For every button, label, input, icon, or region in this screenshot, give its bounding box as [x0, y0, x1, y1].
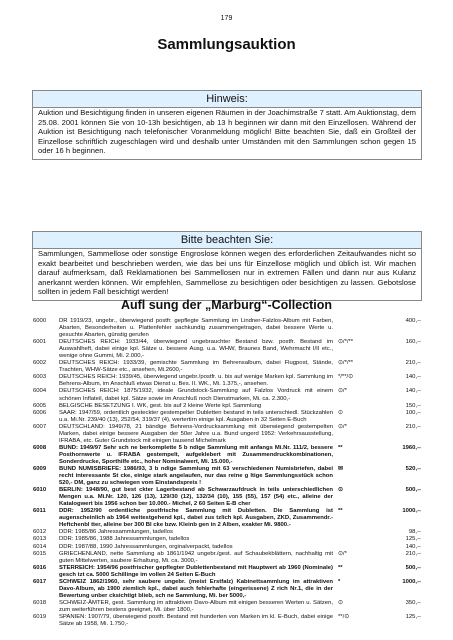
lot-condition: */**/⊙ — [338, 374, 354, 381]
lot-number: 6017 — [33, 578, 47, 585]
lot-number: 6016 — [33, 564, 47, 571]
lot-row — [33, 529, 421, 536]
lot-description: DEUTSCHES REICH: 1939/45, überwiegend ungebr./postfr. u. bis auf wenige Marken kpl. Sammlung im Behrens-Album, im Anschluß etwas Dienst u. Bes. II. WK., Mi. 1.375,-, ansehen. — [59, 374, 333, 388]
lot-condition: * — [338, 578, 341, 585]
lot-number: 6018 — [33, 599, 47, 606]
lot-price: 125,-- — [405, 536, 421, 543]
lot-number: 6008 — [33, 444, 47, 451]
lot-number: 6000 — [33, 318, 47, 324]
lot-description: STERREICH: 1954/96 postfrischer gepflegter Dublettenbestand mit Hauptwert ab 1960 (Nominale) gesch tzt ca. 5000 Schillinge im vollen 24 Seiten E-Buch — [59, 564, 333, 578]
lot-description: SPANIEN: 1907/79, überwiegend postfr. Bestand mit hunderten von Marken im kl. E-Buch, dabei einige Sätze ab 1958, Mi. 1.750,- — [59, 613, 333, 628]
lot-price: 210,-- — [405, 550, 421, 557]
lot-row — [33, 600, 421, 614]
lot-row — [33, 579, 421, 600]
lot-description: DDR: 1952/90 ordentliche postfrische Sammlung mit Dubletten. Die Sammlung ist augenscheinlich ab 1964 weitestgehend kpl., dabei zus tzlich kpl. Ausgaben, ZKD, Zusammendr.- Heftchenbl tter, alleine ber 300 Bl cke bzw. Kleinb gen in 2 Alben, exakter Mi. 9800.- — [59, 508, 333, 529]
lot-row — [33, 544, 421, 551]
lot-description: DR 1919/23, ungebr., überwiegend postfr. gepflegte Sammlung im Lindner-Falzlos-Album mit Farben, Abarten, Besonderheiten u. Plattenfehler sachkundig zusammengetragen, dabei bessere Werte u. gesuchte Abarten, günstig gerufen — [59, 318, 333, 339]
lot-number: 6019 — [33, 613, 47, 620]
lot-condition: ⊙/* — [338, 388, 347, 395]
lot-price: 140,-- — [405, 543, 421, 550]
lot-description: DEUTSCHLAND: 1949/78, 21 bändige Behrens-Vordrucksammlung mit überwiegend gestempelten Marken, dabei einige bessere Ausgaben der 50er Jahre u.a. Bund ungerd 1952: Verkehrsausstellung, IFRABA, etc. Guter Grundstock mit einigen tausend Michelmark — [59, 423, 333, 444]
lot-price: 350,-- — [405, 599, 421, 606]
lot-price: 210,-- — [405, 423, 421, 430]
lot-price: 140,-- — [405, 374, 421, 381]
notice-box — [32, 90, 422, 160]
lot-number: 6013 — [33, 536, 47, 543]
lot-description: SCHWEIZ-ÄMTER, gest. Sammlung im attraktiven Davo-Album mit einigen besseren Werten u. Sätzen, zum weiterführen bestens geeignet, Mi. über 1800,- — [59, 599, 333, 613]
lot-row — [33, 565, 421, 579]
lot-price: 100,-- — [405, 409, 421, 416]
lot-description: GRIECHENLAND, nette Sammlung ab 1861/1942 ungebr./gest. auf Schaubekblättern, nachhaltig mit guten Mittelwerten, saubere Erhaltung, Mi. ca. 3000,- — [59, 550, 333, 564]
attention-text: Sammlungen, Sammellose oder sonstige Engroslose können wegen des erforderlichen Zeitaufwandes nicht so exakt bearbeitet und beschrieben werden, wie das bei uns für Einzellose möglich und üblich ist. Wir machen darauf aufmerksam, daß Reklamationen bei Sammellosen nur in extremen Fällen und dann nur aus Kulanz anerkannt werden können. Wir empfehlen, Sammellose zu besichtigen oder besichtigen zu lassen. Gebotslose sollten in jedem Fall besichtigt werden! — [38, 249, 416, 297]
lot-condition: ** — [338, 508, 343, 515]
lot-price: 1960,-- — [402, 444, 421, 451]
lot-price: 98,-- — [408, 529, 421, 536]
lot-description: BERLIN: 1948/90, gut best ckter Lagerbestand ab Schwarzaufdruck in teils unterschiedlichen Mengen u.a. Mi.Nr. 120, 126 (13), 129/30 (12), 132/34 (10), 155 (55), 157 (54) etc., alleine der Katalogwert bis 1956 schon ber 10.000.- Michel, 2 60 Seiten E-B cher — [59, 487, 333, 508]
lot-number: 6002 — [33, 360, 47, 367]
notice-heading: Hinweis: — [33, 91, 421, 108]
lot-condition: ⊙/*/** — [338, 339, 354, 346]
lot-description: BELGISCHE BESETZUNG I. WK, gest. bis auf 2 kleine Werte kpl. Sammlung — [59, 402, 262, 409]
collection-title: Aufl sung der „Marburg“-Collection — [120, 298, 333, 312]
lot-price: 500,-- — [405, 487, 421, 494]
lot-number: 6014 — [33, 543, 47, 550]
lot-row — [33, 551, 421, 565]
lot-row — [33, 339, 421, 360]
lot-number: 6012 — [33, 529, 47, 536]
lot-description: BUND: 1949/97 Sehr sch ne berkomplette 5 b ndige Sammlung mit anfangs Mi.Nr. 111/2, bessere Posthornwerte u. IFRABA gestempelt, aufgeklebert mit Zusammendruckkombinationen, Sonderdrucke, Sporthilfe etc., hoher Nominalwert, Mi. 15.000,- — [59, 444, 333, 465]
lot-row — [33, 424, 421, 445]
lot-description: DDR: 1987/88, 1990 Jahressammlungen, orginalverpackt, tadellos — [59, 543, 233, 550]
lot-row — [33, 508, 421, 529]
lot-row — [33, 388, 421, 402]
lot-description: BUND NUMISBRIEFE: 1986/93, 3 b ndige Sammlung mit 63 verschiedenen Numisbriefen, dabei recht interessante St cke, einige stark angelaufen, nur das reine g ltige Sammlungsstück schon 520,- DM, ganz zu schwiegen vom Einstandspreis ! — [59, 465, 333, 487]
lot-price: 160,-- — [405, 339, 421, 346]
lot-condition: ⊙ — [338, 409, 343, 416]
lot-price: 150,-- — [405, 402, 421, 409]
lot-row — [33, 403, 421, 410]
lot-number: 6010 — [33, 487, 47, 494]
lot-condition: ⊙ — [338, 487, 343, 494]
lot-description: DEUTSCHES REICH: 1875/1932, ideale Grundstock-Sammlung auf Falzlos Vordruck mit einem schönen Inflateil, dabei kpl. Sätze sowie im Anschluß noch Dienstmarken, Mi. ca. 2.300,- — [59, 388, 333, 402]
lot-price: 210,-- — [405, 360, 421, 367]
lot-description: DEUTSCHES REICH: 1933/44, überwiegend ungebrauchter Bestand bzw. postfr. Bestand im Auswahlheft, dabei einige kpl. Sätze u. bessere Ausg. u.a. WHW, Braunes Band, Wehrmacht I/II etc., wenige ohne Gummi, Mi. 2.000,- — [59, 339, 333, 360]
lot-row — [33, 410, 421, 424]
lot-condition: ** — [338, 444, 343, 451]
lot-condition: ⊙/*/** — [338, 360, 354, 367]
lot-row — [33, 536, 421, 543]
lot-description: SCHWEIZ 1862/1960, sehr saubere ungebr. (meist Erstfalz) Kabinettsammlung im attraktiven Davo-Album, ab 1900 ziemlich kpl., dabei auch fehlerhafte (eingerissene) Z rich Nr.1, die in der Bewertung unber cksichtigt blieb, sch ne Sammlung, Mi. ber 5000,- — [59, 578, 333, 599]
lot-price: 140,-- — [405, 388, 421, 395]
attention-heading: Bitte beachten Sie: — [33, 232, 421, 249]
lot-condition: ✉ — [338, 465, 343, 472]
lot-row — [33, 374, 421, 388]
notice-text: Auktion und Besichtigung finden in unseren eigenen Räumen in der Joachimstraße 7 statt. Am Auktionstag, dem 25.08. 2001 können Sie von 10-13h besichtigen, ab 13 h beginnen wir dann mit den Einzellosen. Während der Auktion ist Besichtigung nach telefonischer Voranmeldung möglich! Bitte beachten Sie, daß ein Großteil der Einzellose schriftlich zugeschlagen wird und deshalb unter Umständen mit den Sammlungen schon gegen 15 oder 16 h beginnen. — [38, 108, 416, 156]
lot-row — [33, 318, 421, 339]
lot-row — [33, 614, 421, 628]
lot-condition: ⊙/* — [338, 423, 347, 430]
lot-price: 125,-- — [405, 613, 421, 620]
lot-row — [33, 360, 421, 374]
lot-number: 6006 — [33, 409, 47, 416]
lot-description: DDR: 1985/86, 1988 Jahressammlungen, tadellos — [59, 536, 190, 543]
lot-condition: ⊙/* — [338, 550, 347, 557]
lot-number: 6005 — [33, 402, 47, 409]
lot-price: 1000,-- — [402, 578, 421, 585]
lot-row — [33, 466, 421, 487]
lot-number: 6004 — [33, 388, 47, 395]
lot-condition: **/⊙ — [338, 613, 350, 620]
page-number: 179 — [220, 15, 233, 22]
attention-box — [32, 231, 422, 301]
page-title: Sammlungsauktion — [157, 36, 296, 53]
lot-price: 500,-- — [405, 564, 421, 571]
lot-number: 6011 — [33, 508, 46, 515]
lot-row — [33, 487, 421, 508]
lot-number: 6001 — [33, 339, 47, 346]
lot-number: 6015 — [33, 550, 47, 557]
lot-description: DDR: 1985/86 Jahressammlungen, tadellos — [59, 529, 173, 536]
lot-number: 6007 — [33, 423, 47, 430]
lot-row — [33, 445, 421, 466]
lot-number: 6003 — [33, 374, 47, 381]
lot-number: 6009 — [33, 465, 47, 472]
lot-price: 520,-- — [405, 465, 421, 472]
lot-price: 400,-- — [405, 318, 421, 324]
lot-description: DEUTSCHES REICH: 1933/39, gemischte Sammlung im Behrensalbum, dabei Flugpost, Stände, Trachten, WHW-Sätze etc., ansehen, Mi.2600,- — [59, 360, 333, 374]
lot-condition: ** — [338, 564, 343, 571]
lot-price: 1000,-- — [402, 508, 421, 515]
lot-description: SAAR: 1947/59, ordentlich gesteckter gestempelter Dubletten bestand in teils unterschiedl. Stückzahlen u.a. Mi.Nr. 239/40 (13), 252/54, 319/37 (4), wertertirn einige kpl. Ausgaben in 32 Seiten E-Buch — [59, 409, 333, 423]
lot-list — [33, 318, 421, 628]
lot-condition: ⊙ — [338, 599, 343, 606]
